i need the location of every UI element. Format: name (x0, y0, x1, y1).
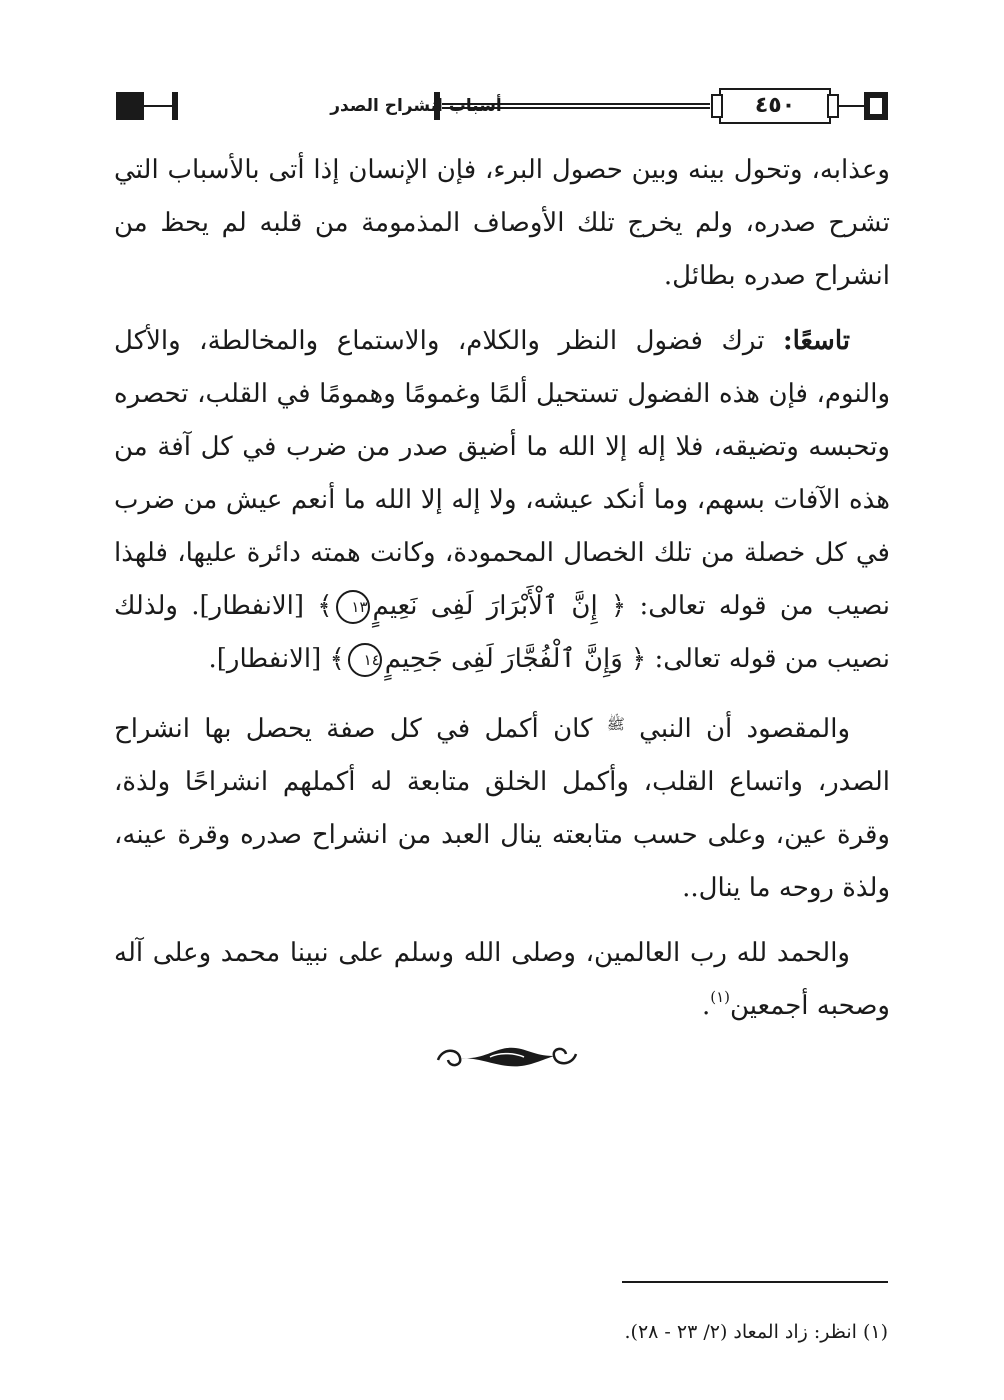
verse-2-number: ١٤ (348, 643, 382, 677)
paragraph-2-text-a: ترك فضول النظر والكلام، والاستماع والمخالطة، والأكل والنوم، فإن هذه الفضول تستحيل ألمًا وغمومًا وهمومًا في القلب، تحصره وتحبسه وتضيقه، فلا إله إلا الله ما أضيق صدر من ضرب في كل آفة من هذه الآفات بسهم، وما أنكد عيشه، ولا إله إلا الله ما أنعم عيش من ضرب في كل خصلة من تلك الخصال المحمودة، وكانت همته دائرة عليها، فلهذا نصيب من قوله تعالى: (114, 326, 890, 621)
ornament-swirl-right (554, 1049, 576, 1063)
page-number: ٤٥٠ (754, 93, 796, 118)
main-text (114, 144, 890, 1033)
page-number-frame (719, 88, 831, 124)
paragraph-4 (114, 927, 890, 1033)
paragraph-2-text-c: [الانفطار]. (208, 644, 330, 674)
quran-verse-2: ﴿ وَإِنَّ ٱلْفُجَّارَ لَفِى جَحِيمٍ (384, 644, 647, 674)
honorific-symbol: ﷺ (606, 715, 625, 733)
paragraph-2 (114, 315, 890, 686)
ornament-swirl-left (438, 1051, 460, 1065)
footnote-marker[interactable]: (١) (710, 988, 731, 1006)
header-divider-left (172, 92, 178, 120)
footnote: (١) انظر: زاد المعاد (٢/ ٢٣ - ٢٨). (624, 1321, 888, 1343)
paragraph-2-text-b: [الانفطار]. ولذلك نصيب من قوله تعالى: (114, 591, 890, 674)
header-end-square-right (864, 92, 888, 120)
paragraph-3-text-b: كان أكمل في كل صفة يحصل بها انشراح الصدر، واتساع القلب، وأكمل الخلق متابعة له أكملهم انشراحًا ولذة، وقرة عين، وعلى حسب متابعته ينال العبد من انشراح صدره وقرة عينه، ولذة روحه ما ينال.. (114, 714, 890, 903)
verse-1-number: ١٣ (336, 590, 370, 624)
footnote-separator (622, 1281, 888, 1283)
paragraph-3-text-a: والمقصود أن النبي (624, 714, 850, 744)
paragraph-1-text: وعذابه، وتحول بينه وبين حصول البرء، فإن الإنسان إذا أتى بالأسباب التي تشرح صدره، ولم يخرج تلك الأوصاف المذمومة من قلبه لم يحظ من انشراح صدره بطائل. (114, 155, 890, 291)
header-end-square-left (116, 92, 144, 120)
paragraph-2-lead: تاسعًا: (782, 326, 850, 356)
paragraph-4-text: والحمد لله رب العالمين، وصلى الله وسلم على نبينا محمد وعلى آله وصحبه أجمعين (114, 938, 890, 1021)
quran-verse-1: ﴿ إِنَّ ٱلْأَبْرَارَ لَفِى نَعِيمٍ (372, 591, 627, 621)
paragraph-3 (114, 698, 890, 915)
verse-2-close: ﴾ (329, 644, 345, 674)
page-header (116, 88, 888, 124)
paragraph-4-end: . (701, 991, 711, 1021)
section-end-ornament (432, 1040, 582, 1074)
header-title: أسباب انشراح الصدر (330, 96, 502, 116)
header-rule-left (144, 105, 172, 107)
ornament-center-leaf (460, 1048, 554, 1067)
paragraph-1 (114, 144, 890, 303)
verse-1-close: ﴾ (317, 591, 333, 621)
